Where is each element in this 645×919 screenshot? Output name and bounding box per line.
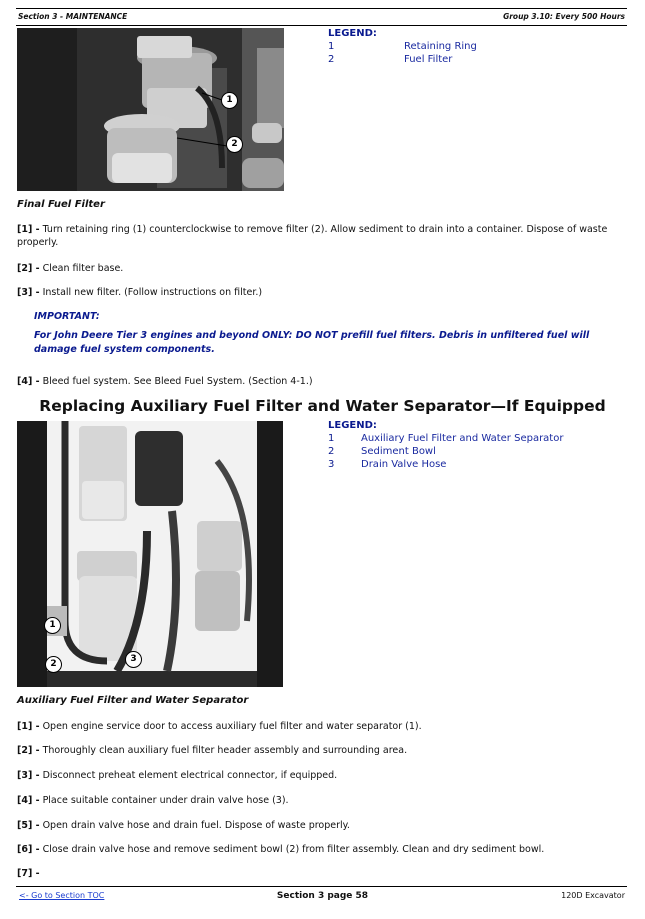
legend-item	[328, 53, 477, 66]
legend-number: 2	[328, 54, 335, 65]
final-fuel-filter-photo	[17, 28, 284, 191]
step-text: Turn retaining ring (1) counterclockwise to remove filter (2). Allow sediment to drain into a container. Dispose of waste properly.	[17, 224, 608, 248]
figure-caption: Final Fuel Filter	[17, 199, 105, 210]
step-item	[17, 223, 617, 249]
step-item	[17, 769, 617, 782]
callout-2: 2	[226, 136, 243, 153]
step-text: Install new filter. (Follow instructions on filter.)	[39, 287, 263, 298]
auxiliary-fuel-filter-photo	[17, 421, 283, 687]
step-text: Thoroughly clean auxiliary fuel filter header assembly and surrounding area.	[39, 745, 408, 756]
legend-number: 1	[328, 433, 335, 444]
legend-title: LEGEND:	[328, 420, 377, 431]
step-item	[17, 794, 617, 807]
legend-label: Auxiliary Fuel Filter and Water Separator	[361, 433, 564, 444]
header-bottom-rule	[16, 25, 627, 26]
step-item	[17, 286, 617, 299]
legend-final-fuel-filter	[328, 27, 477, 66]
step-item	[17, 819, 617, 832]
section-title: Section 3 - MAINTENANCE	[18, 12, 128, 21]
model-name: 120D Excavator	[561, 891, 625, 900]
step-text: Close drain valve hose and remove sediment bowl (2) from filter assembly. Clean and dry sediment bowl.	[39, 844, 545, 855]
legend-number: 2	[328, 446, 335, 457]
legend-item	[328, 432, 563, 445]
legend-number: 3	[328, 459, 335, 470]
callout-2: 2	[45, 656, 62, 673]
step-text: Disconnect preheat element electrical connector, if equipped.	[39, 770, 338, 781]
legend-item	[328, 40, 477, 53]
step-number: [2] -	[17, 745, 40, 756]
step-text: Place suitable container under drain valve hose (3).	[39, 795, 289, 806]
step-number: [1] -	[17, 224, 40, 235]
final-fuel-filter-illustration	[17, 28, 284, 191]
legend-title: LEGEND:	[328, 28, 377, 39]
step-item	[17, 744, 617, 757]
page-number: Section 3 page 58	[276, 891, 369, 901]
group-title: Group 3.10: Every 500 Hours	[503, 12, 625, 21]
step-item	[17, 375, 617, 388]
step-number: [1] -	[17, 721, 40, 732]
legend-label: Drain Valve Hose	[361, 459, 447, 470]
step-number: [6] -	[17, 844, 40, 855]
legend-item	[328, 445, 563, 458]
step-number: [4] -	[17, 376, 40, 387]
step-text: Bleed fuel system. See Bleed Fuel System. (Section 4-1.)	[39, 376, 313, 387]
callout-1: 1	[221, 92, 238, 109]
important-text: For John Deere Tier 3 engines and beyond ONLY: DO NOT prefill fuel filters. Debris in unfiltered fuel will damage fuel system components.	[34, 330, 590, 355]
important-title: IMPORTANT:	[34, 311, 100, 322]
step-number: [3] -	[17, 287, 40, 298]
auxiliary-fuel-filter-illustration	[17, 421, 283, 687]
legend-item	[328, 458, 563, 471]
legend-number: 1	[328, 41, 335, 52]
header-top-rule	[16, 8, 627, 9]
section-toc-link[interactable]: <- Go to Section TOC	[19, 891, 105, 900]
step-number: [5] -	[17, 820, 40, 831]
step-item	[17, 867, 617, 880]
legend-label: Fuel Filter	[404, 54, 453, 65]
step-item	[17, 843, 617, 856]
step-number: [3] -	[17, 770, 40, 781]
legend-auxiliary-fuel-filter	[328, 419, 563, 471]
step-text: Clean filter base.	[39, 263, 124, 274]
step-number: [4] -	[17, 795, 40, 806]
legend-label: Sediment Bowl	[361, 446, 436, 457]
step-text: Open drain valve hose and drain fuel. Dispose of waste properly.	[39, 820, 350, 831]
callout-3: 3	[125, 651, 142, 668]
step-text: Open engine service door to access auxiliary fuel filter and water separator (1).	[39, 721, 422, 732]
step-number: [2] -	[17, 263, 40, 274]
figure-caption: Auxiliary Fuel Filter and Water Separator	[17, 695, 249, 706]
callout-1: 1	[44, 617, 61, 634]
section-heading: Replacing Auxiliary Fuel Filter and Water Separator—If Equipped	[39, 397, 606, 415]
step-item	[17, 720, 617, 733]
step-number: [7] -	[17, 868, 40, 879]
step-item	[17, 262, 617, 275]
legend-label: Retaining Ring	[404, 41, 477, 52]
footer-rule	[16, 886, 627, 887]
